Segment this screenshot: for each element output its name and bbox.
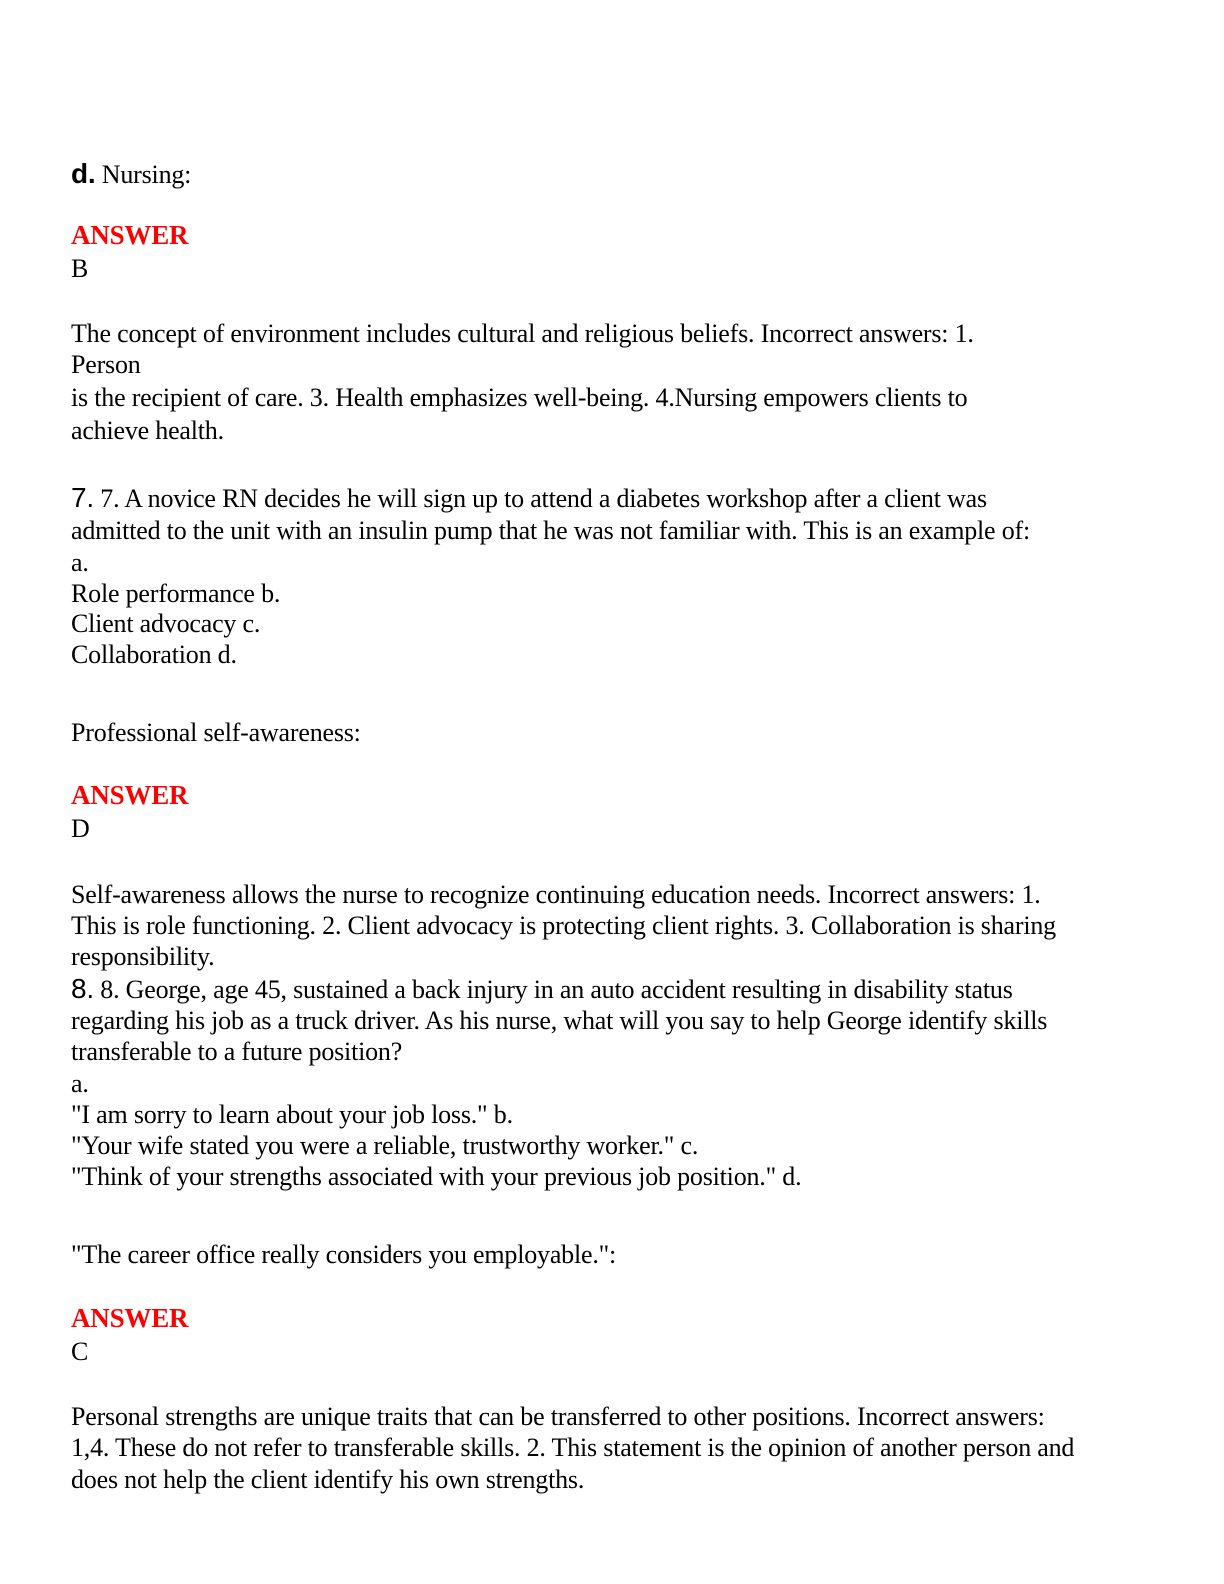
question-stem-line xyxy=(71,482,987,514)
option-line xyxy=(71,158,191,190)
option-line: Client advocacy c. xyxy=(71,609,261,638)
rationale-line: Self-awareness allows the nurse to recognize continuing education needs. Incorrect answers: 1. xyxy=(71,880,1041,909)
rationale-line: The concept of environment includes cultural and religious beliefs. Incorrect answers: 1. xyxy=(71,319,974,348)
rationale-line: 1,4. These do not refer to transferable skills. 2. This statement is the opinion of another person and xyxy=(71,1433,1075,1462)
answer-label: ANSWER xyxy=(71,1303,189,1333)
question-number: 8. xyxy=(71,973,94,1004)
option-line: Professional self-awareness: xyxy=(71,718,361,747)
answer-label: ANSWER xyxy=(71,780,189,810)
option-text: Nursing: xyxy=(101,160,192,189)
rationale-line: Personal strengths are unique traits that can be transferred to other positions. Incorrect answers: xyxy=(71,1402,1045,1431)
answer-label: ANSWER xyxy=(71,220,189,250)
question-stem-line xyxy=(71,973,1013,1005)
option-line: a. xyxy=(71,548,89,577)
question-stem-text: 7. A novice RN decides he will sign up to attend a diabetes workshop after a client was xyxy=(100,484,987,513)
rationale-line: responsibility. xyxy=(71,942,215,971)
option-line: a. xyxy=(71,1069,89,1098)
answer-value: C xyxy=(71,1337,89,1366)
question-stem-line: admitted to the unit with an insulin pump that he was not familiar with. This is an example of: xyxy=(71,516,1030,545)
question-number: 7. xyxy=(71,482,94,513)
option-line: "Your wife stated you were a reliable, trustworthy worker." c. xyxy=(71,1131,699,1160)
question-stem-line: regarding his job as a truck driver. As his nurse, what will you say to help George identify skills xyxy=(71,1006,1048,1035)
option-line: Role performance b. xyxy=(71,579,281,608)
rationale-line: This is role functioning. 2. Client advocacy is protecting client rights. 3. Collaboration is sharing xyxy=(71,911,1056,940)
answer-value: D xyxy=(71,814,90,843)
option-line: "I am sorry to learn about your job loss." b. xyxy=(71,1100,513,1129)
rationale-line: Person xyxy=(71,350,141,379)
option-line: "Think of your strengths associated with your previous job position." d. xyxy=(71,1162,802,1191)
answer-value: B xyxy=(71,254,89,283)
option-marker: d. xyxy=(71,158,96,189)
rationale-line: does not help the client identify his own strengths. xyxy=(71,1465,585,1494)
question-stem-text: 8. George, age 45, sustained a back injury in an auto accident resulting in disability status xyxy=(100,975,1013,1004)
option-line: "The career office really considers you employable.": xyxy=(71,1240,617,1269)
option-line: Collaboration d. xyxy=(71,640,237,669)
rationale-line: is the recipient of care. 3. Health emphasizes well-being. 4.Nursing empowers clients to xyxy=(71,383,968,412)
rationale-line: achieve health. xyxy=(71,416,224,445)
question-stem-line: transferable to a future position? xyxy=(71,1037,403,1066)
